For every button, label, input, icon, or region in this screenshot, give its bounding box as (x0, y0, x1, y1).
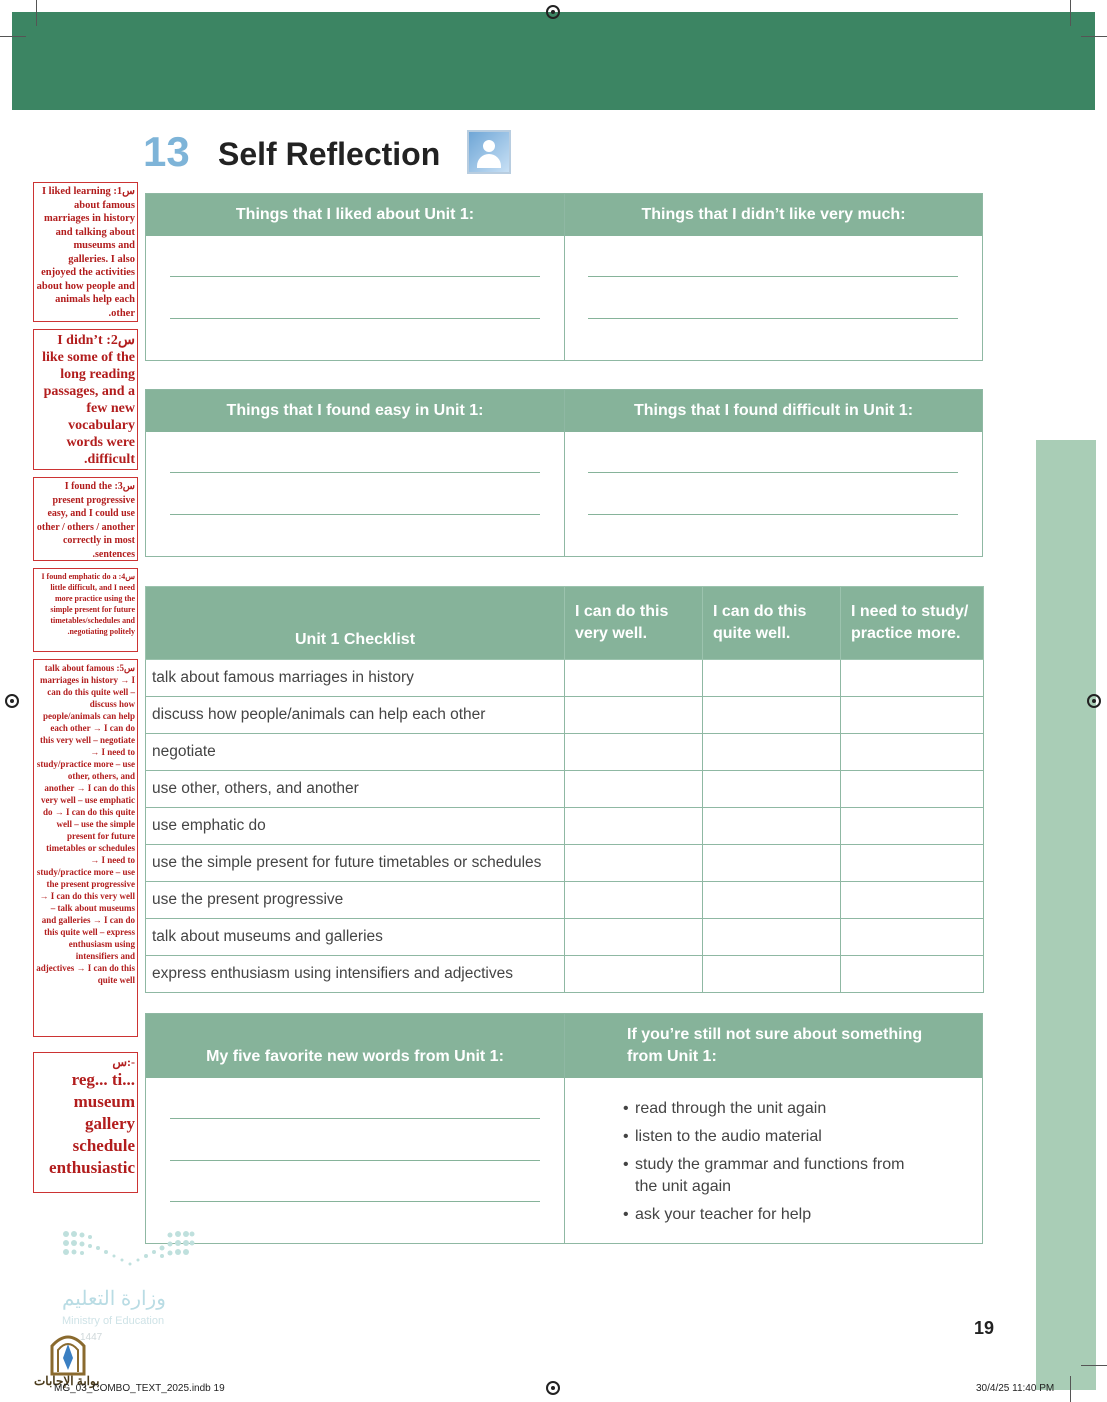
list-item: • read through the unit again (623, 1098, 923, 1120)
table-row (146, 882, 984, 919)
check-cell[interactable] (565, 845, 703, 882)
footer-timestamp: 30/4/25 11:40 PM (976, 1383, 1055, 1394)
check-cell[interactable] (703, 771, 841, 808)
writing-line[interactable] (170, 1160, 540, 1161)
side-color-bar (1036, 440, 1096, 1390)
check-cell[interactable] (565, 697, 703, 734)
checklist-item: use other, others, and another (146, 771, 565, 808)
table-row (146, 808, 984, 845)
crop-mark (36, 0, 37, 26)
check-cell[interactable] (565, 956, 703, 993)
answers-portal-label: بوابة الإجابات (34, 1374, 100, 1388)
page-number: 19 (974, 1318, 995, 1338)
side-note-2: س2: I didn’t like some of the long reading passages, and a few new vocabulary words were difficult. (33, 329, 138, 470)
writing-line[interactable] (170, 1118, 540, 1119)
table-row (146, 660, 984, 697)
easy-box (145, 389, 983, 557)
column-very-well: I can do this very well. (565, 587, 703, 660)
ministry-name-arabic: وزارة التعليم (62, 1288, 166, 1310)
ministry-name-english: Ministry of Education (62, 1315, 165, 1327)
crop-mark (0, 36, 26, 37)
list-item: • listen to the audio material (623, 1126, 923, 1148)
column-quite-well: I can do this quite well. (703, 587, 841, 660)
tips-list (623, 1098, 923, 1232)
easy-header: Things that I found easy in Unit 1: (146, 390, 564, 432)
ministry-year: 1447 (80, 1332, 103, 1343)
self-reflection-icon (467, 130, 511, 174)
crop-mark (1081, 1365, 1107, 1366)
registration-mark-bottom (546, 1381, 560, 1395)
check-cell[interactable] (703, 734, 841, 771)
section-number: 13 (143, 128, 190, 175)
table-row (146, 919, 984, 956)
check-cell[interactable] (565, 919, 703, 956)
table-row (146, 956, 984, 993)
writing-line[interactable] (170, 472, 540, 473)
ministry-logo-dots (62, 1230, 196, 1274)
writing-line[interactable] (588, 318, 958, 319)
checklist-title: Unit 1 Checklist (146, 587, 565, 660)
checklist-item: talk about famous marriages in history (146, 660, 565, 697)
checklist-header-row (146, 587, 984, 660)
check-cell[interactable] (703, 956, 841, 993)
crop-mark (1070, 1376, 1071, 1402)
check-cell[interactable] (703, 919, 841, 956)
side-note-words: س:- reg... ti... museum gallery schedule enthusiastic (33, 1052, 138, 1193)
check-cell[interactable] (565, 660, 703, 697)
writing-line[interactable] (170, 1201, 540, 1202)
checklist-item: use the simple present for future timetables or schedules (146, 845, 565, 882)
table-row (146, 845, 984, 882)
not-sure-header: If you’re still not sure about something from Unit 1: (565, 1014, 982, 1078)
side-note-3: س3: I found the present progressive easy, and I could use other / others / another correctly in most sentences. (33, 477, 138, 561)
liked-header: Things that I liked about Unit 1: (146, 194, 564, 236)
column-need-study: I need to study/ practice more. (841, 587, 984, 660)
check-cell[interactable] (841, 734, 984, 771)
writing-line[interactable] (170, 276, 540, 277)
top-banner (12, 12, 1095, 110)
check-cell[interactable] (841, 882, 984, 919)
side-note-4: س4: I found emphatic do a little difficult, and I need more practice using the simple present for future timetables/schedules and negotiating politely. (33, 568, 138, 652)
table-row (146, 771, 984, 808)
crop-mark (1070, 0, 1071, 26)
checklist-item: express enthusiasm using intensifiers and adjectives (146, 956, 565, 993)
footer-file-info: MG_03_COMBO_TEXT_2025.indb 19 (54, 1383, 225, 1394)
checklist-item: talk about museums and galleries (146, 919, 565, 956)
check-cell[interactable] (841, 660, 984, 697)
writing-line[interactable] (588, 472, 958, 473)
check-cell[interactable] (841, 956, 984, 993)
liked-box (145, 193, 983, 361)
writing-line[interactable] (588, 514, 958, 515)
check-cell[interactable] (841, 845, 984, 882)
crop-mark (1081, 36, 1107, 37)
registration-mark-right (1087, 694, 1101, 708)
registration-mark-left (5, 694, 19, 708)
table-row (146, 734, 984, 771)
favorite-words-box (145, 1013, 983, 1244)
checklist-item: use the present progressive (146, 882, 565, 919)
table-row (146, 697, 984, 734)
checklist-item: negotiate (146, 734, 565, 771)
check-cell[interactable] (841, 808, 984, 845)
side-note-1: س1: I liked learning about famous marriages in history and talking about museums and galleries. I also enjoyed the activities about how people and animals help each other. (33, 182, 138, 322)
side-note-5: س5: talk about famous marriages in history → I can do this quite well – discuss how people/animals can help each other → I can do this very well – negotiate → I need to study/practice more – use other, others, and another → I can do this very well – use emphatic do → I can do this quite well – use the simple present for future timetables or schedules → I need to study/practice more – use the present progressive → I can do this very well – talk about museums and galleries → I can do this quite well – express enthusiasm using intensifiers and adjectives → I can do this quite well (33, 659, 138, 1037)
list-item: • study the grammar and functions from the unit again (623, 1154, 923, 1198)
disliked-header: Things that I didn’t like very much: (565, 194, 982, 236)
writing-line[interactable] (170, 514, 540, 515)
registration-mark-top (546, 5, 560, 19)
favorite-words-header: My five favorite new words from Unit 1: (146, 1014, 564, 1078)
unit-checklist-table (145, 586, 984, 993)
check-cell[interactable] (841, 697, 984, 734)
answers-portal-logo-icon (46, 1326, 90, 1376)
difficult-header: Things that I found difficult in Unit 1: (565, 390, 982, 432)
checklist-item: discuss how people/animals can help each other (146, 697, 565, 734)
checklist-item: use emphatic do (146, 808, 565, 845)
check-cell[interactable] (841, 919, 984, 956)
check-cell[interactable] (565, 734, 703, 771)
check-cell[interactable] (703, 660, 841, 697)
check-cell[interactable] (703, 845, 841, 882)
check-cell[interactable] (565, 808, 703, 845)
check-cell[interactable] (841, 771, 984, 808)
check-cell[interactable] (703, 808, 841, 845)
check-cell[interactable] (703, 697, 841, 734)
writing-line[interactable] (170, 318, 540, 319)
check-cell[interactable] (703, 882, 841, 919)
writing-line[interactable] (588, 276, 958, 277)
check-cell[interactable] (565, 771, 703, 808)
page-title: Self Reflection (218, 136, 441, 172)
check-cell[interactable] (565, 882, 703, 919)
list-item: • ask your teacher for help (623, 1204, 923, 1226)
